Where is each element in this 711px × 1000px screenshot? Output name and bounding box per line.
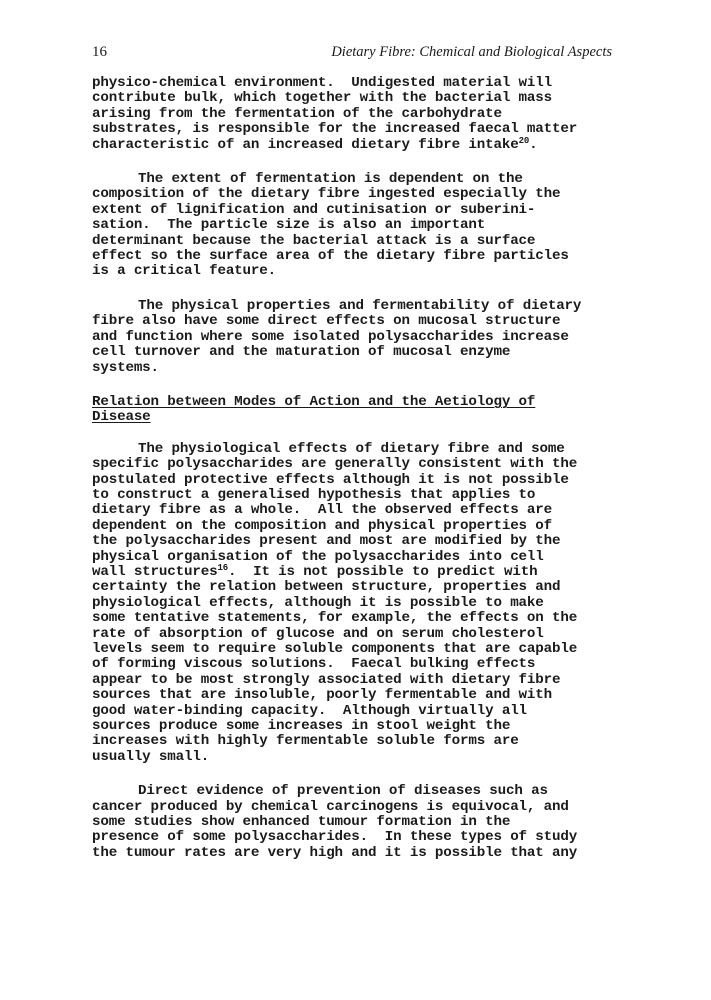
text-line: composition of the dietary fibre ingested especially the xyxy=(92,186,561,203)
text-line: The physiological effects of dietary fibre and some xyxy=(138,440,565,457)
paragraph-1 xyxy=(92,76,632,153)
text-fragment: characteristic of an increased dietary fibre intake xyxy=(92,136,519,153)
body-text xyxy=(92,76,632,880)
text-line xyxy=(92,562,632,580)
text-line: presence of some polysaccharides. In these types of study xyxy=(92,829,578,846)
text-line: The extent of fermentation is dependent on the xyxy=(138,171,523,188)
running-header xyxy=(92,44,612,64)
text-line: sources produce some increases in stool weight the xyxy=(92,718,511,735)
text-line: increases with highly fermentable soluble forms are xyxy=(92,733,519,750)
text-line: sation. The particle size is also an important xyxy=(92,217,486,234)
text-fragment: . It is not possible to predict with xyxy=(227,563,538,580)
text-line: arising from the fermentation of the carbohydrate xyxy=(92,105,502,122)
text-line: the tumour rates are very high and it is possible that any xyxy=(92,844,578,861)
text-line: dependent on the composition and physical properties of xyxy=(92,517,553,534)
citation-ref-20: 20 xyxy=(518,135,530,146)
paragraph-4 xyxy=(92,442,632,766)
text-line: Direct evidence of prevention of diseases such as xyxy=(138,783,548,800)
text-line: extent of lignification and cutinisation or suberini- xyxy=(92,201,536,218)
text-line: physical organisation of the polysaccharides into cell xyxy=(92,548,544,565)
citation-ref-16: 16 xyxy=(217,562,228,573)
text-line: dietary fibre as a whole. All the observed effects are xyxy=(92,502,553,519)
text-line: substrates, is responsible for the increased faecal matter xyxy=(92,121,578,138)
text-line: is a critical feature. xyxy=(92,263,277,280)
text-line: some tentative statements, for example, the effects on the xyxy=(92,610,578,627)
text-line: cancer produced by chemical carcinogens is equivocal, and xyxy=(92,798,569,815)
text-line: some studies show enhanced tumour formation in the xyxy=(92,814,511,831)
text-line: to construct a generalised hypothesis that applies to xyxy=(92,486,536,503)
text-line: certainty the relation between structure, properties and xyxy=(92,579,561,596)
text-line: postulated protective effects although it is not possible xyxy=(92,471,569,488)
text-line: specific polysaccharides are generally consistent with the xyxy=(92,456,578,473)
text-line xyxy=(92,135,632,153)
section-heading xyxy=(92,395,632,426)
paragraph-5 xyxy=(92,784,632,861)
paragraph-3 xyxy=(92,299,632,376)
text-line: physiological effects, although it is possible to make xyxy=(92,594,544,611)
text-fragment: wall structures xyxy=(92,563,218,580)
text-line: systems. xyxy=(92,359,159,376)
text-line: good water-binding capacity. Although virtually all xyxy=(92,702,527,719)
text-line: rate of absorption of glucose and on serum cholesterol xyxy=(92,625,544,642)
text-line: contribute bulk, which together with the bacterial mass xyxy=(92,90,553,107)
text-line: usually small. xyxy=(92,748,210,765)
text-line: appear to be most strongly associated with dietary fibre xyxy=(92,671,561,688)
text-line: cell turnover and the maturation of mucosal enzyme xyxy=(92,344,511,361)
text-line: The physical properties and fermentability of dietary xyxy=(138,297,582,314)
running-title: Dietary Fibre: Chemical and Biological Aspects xyxy=(331,44,612,60)
text-line: sources that are insoluble, poorly fermentable and with xyxy=(92,687,553,704)
text-line: of forming viscous solutions. Faecal bulking effects xyxy=(92,656,536,673)
text-line: determinant because the bacterial attack is a surface xyxy=(92,232,536,249)
text-fragment: . xyxy=(529,136,538,153)
paragraph-2 xyxy=(92,172,632,280)
heading-line: Disease xyxy=(92,409,151,426)
text-line: effect so the surface area of the dietary fibre particles xyxy=(92,248,569,265)
text-line: physico-chemical environment. Undigested material will xyxy=(92,75,553,91)
heading-line: Relation between Modes of Action and the Aetiology of xyxy=(92,393,536,410)
text-line: the polysaccharides present and most are modified by the xyxy=(92,533,561,550)
text-line: and function where some isolated polysaccharides increase xyxy=(92,328,569,345)
text-line: fibre also have some direct effects on mucosal structure xyxy=(92,313,561,330)
text-line: levels seem to require soluble components that are capable xyxy=(92,641,578,657)
page-number: 16 xyxy=(92,44,107,60)
